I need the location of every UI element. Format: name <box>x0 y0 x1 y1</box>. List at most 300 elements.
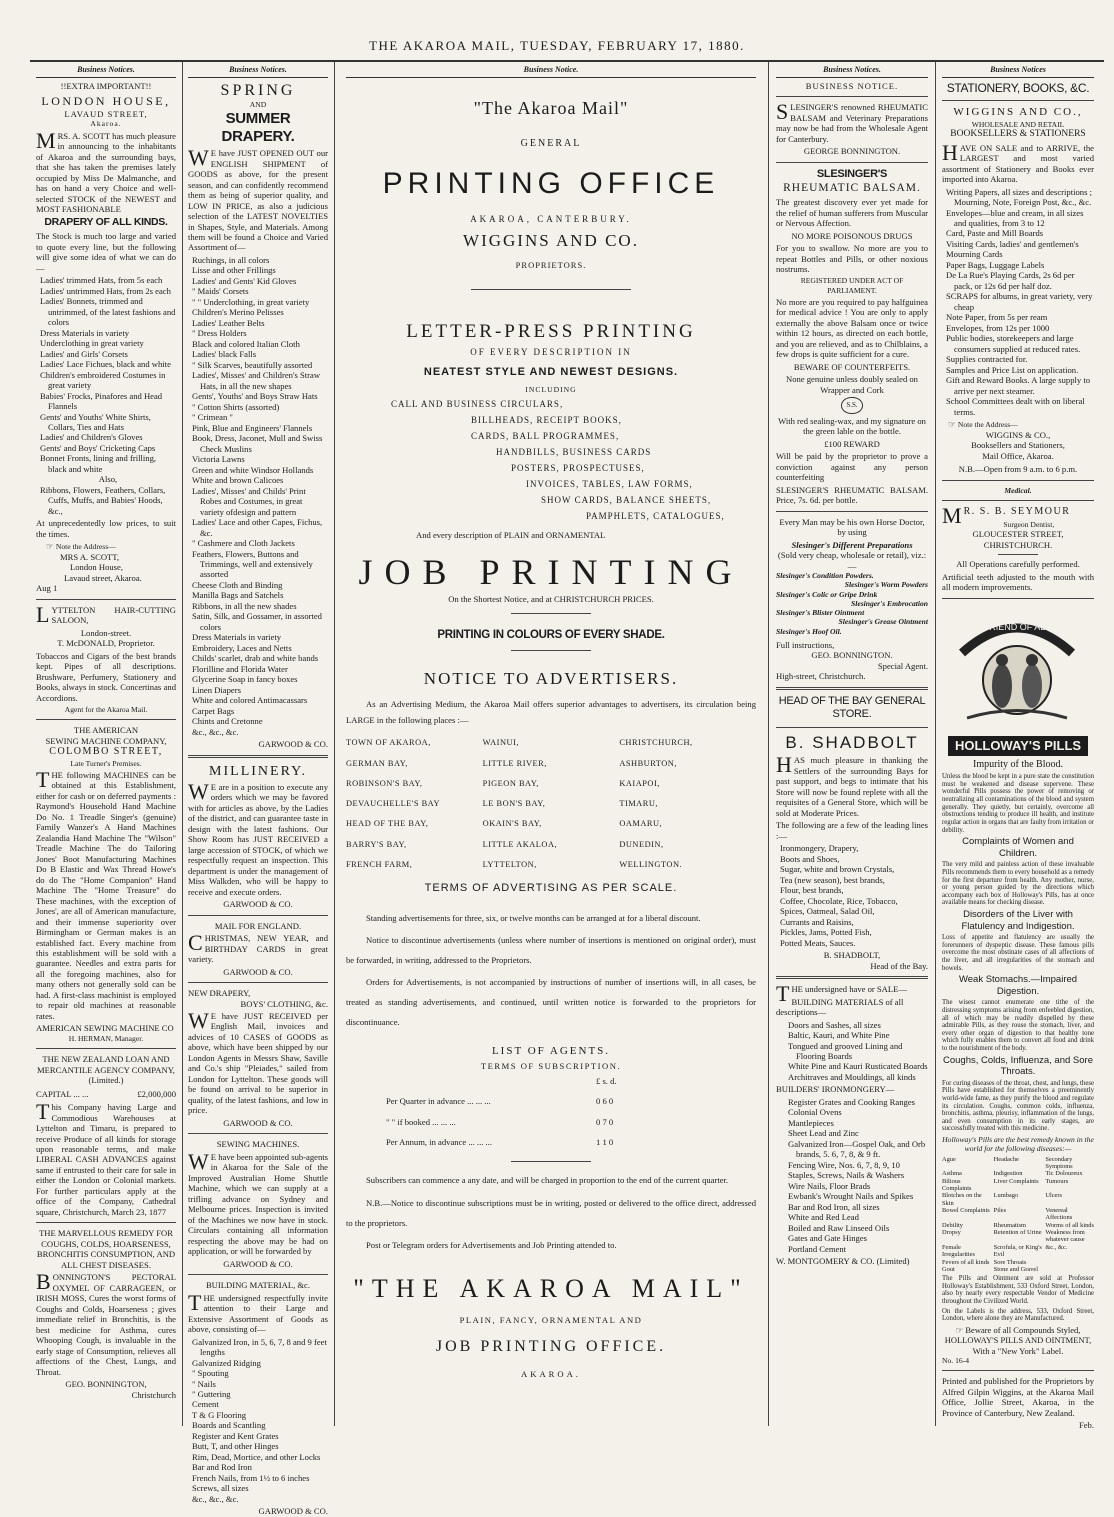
disease: Liver Complaints <box>993 1177 1039 1185</box>
town: WAINUI, <box>482 738 519 748</box>
list-item: Ruchings, in all colors <box>192 254 270 265</box>
list-item: " Dress Holders <box>192 328 247 339</box>
list-item: Pickles, Jams, Potted Fish, <box>780 927 872 938</box>
disease: Venereal Affections <box>1045 1207 1073 1222</box>
preparation: Slesinger's Condition Powders. <box>776 571 874 581</box>
list-item: Currants and Raisins, <box>780 916 854 927</box>
drop-cap: M <box>36 127 56 153</box>
disease: Bowel Complaints <box>942 1207 990 1215</box>
surgeon-dentist: Surgeon Dentist, <box>1003 520 1055 530</box>
every-description: OF EVERY DESCRIPTION IN <box>470 346 632 357</box>
plain-ornamental: And every description of PLAIN and ORNAMENTAL <box>416 530 606 541</box>
prices-line: At unprecedentedly low prices, to suit the times. <box>36 518 176 539</box>
shadbolt-text: AS much pleasure in thanking the Settlers of the surrounding Bays for past support, and begs to intimate that his Store will now be found replete with all the requisites of a General Store, which will be sold at Moderate Prices. <box>776 755 928 818</box>
bonnington-city: Christchurch <box>131 1389 176 1400</box>
divider <box>776 511 928 512</box>
new-drapery-text: E have JUST RECEIVED per English Mail, invoices and advices of 10 CASES of GOODS as above, which have been shipped by our London Agents in Messrs Shaw, Saville and Co.'s ship "Pleiades," sailed from London for Lyttelton. These goods will be found on arrival to be superior in quality, of the latest fashions, and low in price. <box>188 1011 328 1116</box>
list-item: Paper Bags, Luggage Labels <box>946 259 1045 270</box>
including-label: INCLUDING <box>525 385 577 395</box>
disease: Tic Doloureux <box>1045 1170 1083 1178</box>
list-item: Ladies' and Girls' Corsets <box>40 348 128 359</box>
list-item: Public bodies, storekeepers and large consumers supplied at reduced rates. <box>946 333 1081 354</box>
preparation: Slesinger's Colic or Gripe Drink <box>776 589 878 599</box>
best-remedy: Holloway's Pills are the best remedy known in the world for the following diseases:— <box>942 1135 1094 1154</box>
disease: Rheumatism <box>993 1221 1026 1229</box>
head-of-bay: Head of the Bay. <box>870 960 928 971</box>
shadbolt-heading: B. SHADBOLT <box>785 732 919 752</box>
list-item: Baltic, Kauri, and White Pine <box>788 1030 890 1041</box>
column-2 <box>184 64 332 1517</box>
american-text: HE following MACHINES can be obtained at this Establishment, either for cash or on deferred payments : Raymond's Household Hand Machine Do No. 1 Treadle Singer's (genuine) Family Wanzer's A Hand Machines Zealandia Hand Machine The "Wilson" Treadle Machine The do Tailoring Jones' Boot Manufacturing Machines Do B Elastic and Wax Thread Howe's do do The "Home Companion" Hand Machine The "Home Treasure" do These machines, with the exception of Jones', are all of American manufacture, and their immense superiority over Birmingham or German makes is an established fact. Every machine from this establishment will be sold with a guarantee. Needles and extra parts for all the foregoing machines, also for many others not generally sold can be had. A first-class machinist is employed to repair old machines at reasonable rates. <box>36 769 176 1021</box>
seymour-name: R. S. B. SEYMOUR <box>963 505 1071 517</box>
pointing-hand-icon: ☞ <box>46 541 56 552</box>
drop-cap: T <box>36 1099 50 1125</box>
list-item: " Maids' Corsets <box>192 286 249 297</box>
list-item: Florilline and Florida Water <box>192 663 288 674</box>
list-item: Underclothing in great variety <box>40 338 144 349</box>
list-item: Gents' and Boys' Cricketing Caps <box>40 442 156 453</box>
drop-cap: W <box>188 145 209 171</box>
boys-clothing: BOYS' CLOTHING, &c. <box>240 998 328 1009</box>
lyttelton-body: Tobaccos and Cigars of the best brands kept. Pipes of all descriptions. Brushware, Perfumery, Stationery and Books, always in stock. Concertinas and Accordions. <box>36 650 176 703</box>
pointing-hand-icon: ☞ <box>948 419 958 430</box>
divider <box>776 162 928 163</box>
american-signature: AMERICAN SEWING MACHINE CO <box>36 1023 174 1034</box>
weak-heading: Weak Stomachs.—Impaired Digestion. <box>958 974 1078 997</box>
disease: Fevers of all kinds <box>942 1258 990 1266</box>
nz-title: THE NEW ZEALAND LOAN AND MERCANTILE AGENCY COMPANY, <box>37 1054 175 1075</box>
list-item: " Nails <box>192 1378 216 1389</box>
list-item: School Committees dealt with on liberal terms. <box>946 396 1085 417</box>
coughs-body: For curing diseases of the throat, chest, and lungs, these Pills have established for themselves a preeminently world-wide fame, as they purify the blood and regulate its circulation. Coughs, common colds, influenza, bronchitis, asthma, pleurisy, inflammation of the lungs, and even consumption in its early stages, are successfully treated with this medicine. <box>942 1079 1094 1133</box>
medical-heading: Medical. <box>1004 485 1032 495</box>
bonnington-sig: GEO. BONNINGTON, <box>65 1379 147 1390</box>
full-instructions: Full instructions, <box>776 639 835 650</box>
list-item: Ribbons, in all the new shades <box>192 600 297 611</box>
list-item: Dress Materials in variety <box>192 632 282 643</box>
column-3 <box>336 64 766 1424</box>
list-item: Doors and Sashes, all sizes <box>788 1019 881 1030</box>
greatest-discovery: The greatest discovery ever yet made for the relief of human sufferers from Muscular or Nervous Affection. <box>776 197 928 229</box>
remedy-title: THE MARVELLOUS REMEDY FOR COUGHS, COLDS, HOARSENESS, BRONCHITIS CONSUMPTION, AND ALL CHEST DISEASES. <box>36 1228 176 1270</box>
subs-value: 1 1 0 <box>596 1137 614 1147</box>
service-item: BILLHEADS, RECEIPT BOOKS, <box>471 415 622 426</box>
drop-cap: C <box>188 930 203 956</box>
swallow-body: For you to swallow. No more are you to repeat Bottles and Pills, or other noxious nostrums. <box>776 243 928 274</box>
teeth-line: Artificial teeth adjusted to the mouth with all modern improvements. <box>942 571 1094 593</box>
list-item: Register and Kent Grates <box>192 1430 279 1441</box>
list-item: Manilla Bags and Satchels <box>192 590 284 601</box>
montgomery-sig: W. MONTGOMERY & CO. (Limited) <box>776 1256 910 1267</box>
list-item: Childs' scarlet, drab and white bands <box>192 653 319 664</box>
list-item: Lisse and other Frillings <box>192 265 276 276</box>
ironmongery-items <box>784 1097 928 1254</box>
notice-advertisers-heading: NOTICE TO ADVERTISERS. <box>423 668 679 688</box>
town: OAMARU, <box>619 819 663 829</box>
list-item: Ladies' Lace Fichues, black and white <box>40 359 171 370</box>
divider <box>942 598 1094 599</box>
list-item: " " Underclothing, in great variety <box>192 296 310 307</box>
liver-heading: Disorders of the Liver with Flatulency and Indigestion. <box>961 908 1075 932</box>
town: HEAD OF THE BAY, <box>346 819 429 829</box>
list-item: Ironmongery, Drapery, <box>780 843 859 854</box>
list-item: Bonnet Fronts, lining and frilling, black and white <box>40 453 157 474</box>
building-body <box>188 1289 328 1335</box>
divider <box>511 1161 591 1162</box>
disease: Ulcers <box>1045 1192 1063 1200</box>
drop-cap: M <box>942 502 962 528</box>
list-item: Coffee, Chocolate, Rice, Tobacco, <box>780 895 898 906</box>
town: LITTLE AKALOA, <box>482 839 558 849</box>
list-item: Ladies' black Falls <box>192 349 257 360</box>
labels-address: On the Labels is the address, 533, Oxford Street, London, where alone they are Manufactured. <box>942 1307 1094 1323</box>
list-item: Ladies', Misses' and Childs' Print Robes and Costumes, in great variety ofdesign and pattern <box>192 485 306 517</box>
sewing-text: E have been appointed sub-agents in Akaroa for the Sale of the Improved Australian Home Shuttle Machine, which we can supply at a trifling advance on Sydney and Melbourne prices. Inspection is invited of the Machines we now have in stock. Circulars containing all information respecting the above may be had on application, or will be forwarded by <box>188 1151 328 1257</box>
divider <box>776 96 928 97</box>
have-text: AVE ON SALE and to ARRIVE, the LARGEST and most varied assortment of Stationery and Books ever imported into Akaroa. <box>942 142 1094 185</box>
preparation: Slesinger's Blister Ointment <box>776 608 865 618</box>
sold-cheap: (Sold very cheap, wholesale or retail), viz.:— <box>777 550 927 571</box>
bonnington-body <box>36 1269 176 1377</box>
list-item: French Nails, from 1½ to 6 inches <box>192 1472 310 1483</box>
service-item: SHOW CARDS, BALANCE SHEETS, <box>541 495 712 506</box>
terms-subscription: TERMS OF SUBSCRIPTION. <box>480 1061 622 1072</box>
wiggins-heading: WIGGINS AND CO. <box>463 231 639 251</box>
millinery-body <box>188 778 328 897</box>
list-item: Linen Diapers <box>192 684 241 695</box>
list-item: &c., &c., &c. <box>192 726 239 737</box>
preparation: Slesinger's Grease Ointment <box>838 617 928 627</box>
drop-cap: L <box>36 601 50 627</box>
drop-cap: W <box>188 1008 209 1033</box>
divider <box>36 1222 176 1223</box>
divider <box>942 100 1094 101</box>
list-item: " Spouting <box>192 1368 229 1379</box>
list-item: Green and white Windsor Hollands <box>192 464 314 475</box>
general-label: GENERAL <box>520 137 582 149</box>
special-agent: Special Agent. <box>877 660 928 671</box>
capital-value: £2,000,000 <box>137 1088 176 1099</box>
list-item: " Silk Scarves, beautifully assorted <box>192 359 313 370</box>
list-item: Chints and Cretonne <box>192 716 263 727</box>
booksellers-heading: BOOKSELLERS & STATIONERS <box>950 129 1086 140</box>
divider <box>188 755 328 758</box>
disease: Secondary Symptoms <box>1045 1155 1073 1170</box>
column-heading: Business Notice. <box>346 64 756 78</box>
list-item: Also, <box>98 474 118 485</box>
list-item: Feathers, Flowers, Buttons and Trimmings, well and extensively assorted <box>192 548 313 580</box>
subs-label: Per Annum, in advance ... ... ... <box>386 1137 492 1147</box>
list-item: Supplies contracted for. <box>946 354 1028 365</box>
divider <box>36 1048 176 1049</box>
disease: Debility <box>942 1221 963 1229</box>
list-item: Cement <box>192 1399 219 1410</box>
advertising-intro: As an Advertising Medium, the Akaroa Mail offers superior advantages to advertisers, its circulation being LARGE in the following places :— <box>346 698 756 726</box>
list-of-agents: LIST OF AGENTS. <box>491 1044 611 1057</box>
column-heading: Business Notices. <box>188 64 328 78</box>
orders-ads: Orders for Advertisements, is not accompanied by instructions of number of insertions will, in all cases, be treated as standing advertisements, and continued, until written notice is forwarded to the proprietors for discontinuance. <box>346 977 756 1028</box>
town: KAIAPOI, <box>619 778 660 788</box>
akaroa-mail-bottom: "THE AKAROA MAIL" <box>353 1274 749 1304</box>
disease <box>1045 1259 1094 1266</box>
holloway-emblem-icon <box>942 608 1092 728</box>
drop-cap: B <box>36 1269 51 1295</box>
beware-compounds <box>942 1325 1094 1335</box>
summer-drapery-heading: SUMMER DRAPERY. <box>221 109 295 145</box>
list-item: Children's embroidered Costumes in great variety <box>40 369 166 391</box>
sewing-body <box>188 1148 328 1257</box>
disease: Piles <box>993 1207 1007 1215</box>
beware-compounds-text: Beware of all Compounds Styled, <box>965 1324 1081 1335</box>
american-title-2: SEWING MACHINE COMPANY, <box>45 735 167 746</box>
note-label: Note the Address— <box>55 542 116 552</box>
list-item: Satin, Silk, and Gossamer, in assorted colors <box>192 611 322 632</box>
high-street: High-street, Christchurch. <box>776 671 866 682</box>
garwood-sig: GARWOOD & CO. <box>223 1117 293 1128</box>
disease: Asthma <box>942 1170 962 1178</box>
service-item: HANDBILLS, BUSINESS CARDS <box>496 447 652 458</box>
list-item: SCRAPS for albums, in great variety, very cheap <box>946 291 1093 312</box>
column-heading: Business Notices <box>942 64 1094 78</box>
xmas-body <box>188 930 328 965</box>
wiggins-address: WIGGINS & CO., <box>985 429 1051 440</box>
drop-cap: S <box>776 99 789 125</box>
spring-heading: SPRING <box>220 81 296 99</box>
list-item: Samples and Price List on application. <box>946 364 1079 375</box>
scott-address-1: MRS A. SCOTT, <box>60 551 120 562</box>
preparation: Slesinger's Hoof Oil. <box>776 626 842 636</box>
wiggins-title: WIGGINS AND CO., <box>953 106 1083 119</box>
building-materials: BUILDING MATERIALS of all descriptions— <box>776 996 904 1018</box>
liver-body: Loss of appetite and flatulency are usually the forerunners of dyspeptic disease. These famous pills overcome the most obstinate cases of all affections of the liver, and all irregularities of the stomach and bowels. <box>942 934 1094 972</box>
scott-items <box>36 275 176 516</box>
reward-heading: £100 REWARD <box>824 438 880 449</box>
list-item: Book, Dress, Jaconet, Mull and Swiss Check Muslins <box>192 433 323 454</box>
town: GERMAN BAY, <box>346 758 408 768</box>
list-item: Mantlepieces <box>788 1117 834 1128</box>
commence-line: Subscribers can commence a any date, and will be charged in proportion to the end of the current quarter. <box>366 1175 729 1186</box>
masthead-rule <box>30 60 1104 62</box>
building-heading: BUILDING MATERIAL, &c. <box>205 1280 311 1291</box>
disease: Sore Throats <box>993 1258 1027 1266</box>
divider <box>998 554 1038 555</box>
subs-columns: £ s. d. <box>596 1075 617 1086</box>
list-item: Gates and Gate Hinges <box>788 1233 867 1244</box>
scott-address-3: Lavaud street, Akaroa. <box>64 572 142 583</box>
disease: Ague <box>942 1155 956 1163</box>
list-item: " Cotton Shirts (assorted) <box>192 401 280 412</box>
business-notice: BUSINESS NOTICE. <box>805 80 899 91</box>
job-printing-heading: JOB PRINTING <box>358 551 744 592</box>
bonnington-text: ONNINGTON'S PECTORAL OXYMEL OF CARRAGEEN, or IRISH MOSS, Cures the worst forms of Coughs and Colds, Hoarseness ; gives immediate relief in Bronchitis, is the best medicine for Asthma, cures Whooping Cough, is invaluable in the early stage of Consumption, relieves all affections of the Chest, Lungs, and Throat. <box>36 1272 176 1377</box>
operations-line: All Operations carefully performed. <box>956 559 1080 570</box>
divider <box>471 289 631 290</box>
list-item: Screws, all sizes <box>192 1483 249 1494</box>
issue-number: No. 16-4 <box>942 1356 969 1366</box>
list-item: Boots and Shoes, <box>780 853 840 864</box>
shadbolt-body <box>776 752 928 818</box>
list-item: Potted Meats, Sauces. <box>780 937 856 948</box>
list-item: Ladies', Misses' and Children's Straw Hats, in all the new shapes <box>192 370 321 391</box>
extra-important: !!EXTRA IMPORTANT!! <box>60 80 152 91</box>
christchurch: CHRISTCHURCH. <box>983 539 1053 550</box>
subs-label: Per Quarter in advance ... ... ... <box>386 1096 491 1107</box>
list-item: Card, Paste and Mill Boards <box>946 228 1044 239</box>
plain-fancy: PLAIN, FANCY, ORNAMENTAL AND <box>459 1314 643 1325</box>
booksellers-address: Booksellers and Stationers, <box>971 440 1065 451</box>
list-item: Ladies' Leather Belts <box>192 317 265 328</box>
diseases-grid <box>942 1156 1094 1274</box>
disease: Gout <box>942 1265 955 1273</box>
list-item: Tea (new season), best brands, <box>780 874 885 885</box>
list-item: Ribbons, Flowers, Feathers, Collars, Cuffs, Muffs, and Babies' Hoods, &c., <box>40 484 166 516</box>
disease: Tumours <box>1045 1177 1069 1185</box>
akaroa-mail-title: "The Akaroa Mail" <box>473 97 629 118</box>
millinery-heading: MILLINERY. <box>209 763 307 779</box>
list-item: " Guttering <box>192 1388 231 1399</box>
list-item: Architraves and Mouldings, all kinds <box>788 1071 916 1082</box>
list-item: Cheese Cloth and Binding <box>192 579 283 590</box>
builders-ironmongery: BUILDERS' IRONMONGERY— <box>776 1084 895 1095</box>
town: TIMARU, <box>619 799 658 809</box>
capital-row <box>36 1089 176 1099</box>
date-aug: Aug 1 <box>36 583 58 594</box>
service-item: CALL AND BUSINESS CIRCULARS, <box>391 399 564 410</box>
divider <box>942 480 1094 481</box>
divider <box>188 915 328 916</box>
list-item: Spices, Oatmeal, Salad Oil, <box>780 906 875 917</box>
american-body <box>36 766 176 1022</box>
masthead: THE AKAROA MAIL, TUESDAY, FEBRUARY 17, 1880. <box>369 38 745 53</box>
column-5 <box>938 64 1098 1431</box>
list-item: Galvanized Iron—Gospel Oak, and Orb brands, 5. 6, 7, 8, & 9 ft. <box>788 1138 926 1160</box>
list-item: Mourning Cards <box>946 249 1003 260</box>
subscription-table <box>386 1076 716 1148</box>
divider <box>36 599 176 600</box>
town: TOWN OF AKAROA, <box>346 738 431 748</box>
letterpress-heading: LETTER-PRESS PRINTING <box>406 320 696 342</box>
capital-label: CAPITAL ... ... <box>36 1088 89 1099</box>
list-item: Gents', Youths' and Boys Straw Hats <box>192 391 318 402</box>
coughs-heading: Coughs, Colds, Influenza, and Sore Throats. <box>943 1054 1093 1078</box>
list-item: Rim, Dead, Mortice, and other Locks <box>192 1451 321 1462</box>
complaints-heading: Complaints of Women and Children. <box>962 836 1074 859</box>
list-item: Portland Cement <box>788 1243 846 1254</box>
terms-advertising: TERMS OF ADVERTISING AS PER SCALE. <box>424 882 678 895</box>
divider <box>776 727 928 728</box>
town: LE BON'S BAY, <box>482 799 546 809</box>
town: ASHBURTON, <box>619 758 677 768</box>
drop-cap: W <box>188 1148 209 1174</box>
building-items <box>784 1020 928 1083</box>
american-title-3: COLOMBO STREET, <box>49 746 163 758</box>
garwood-sig: GARWOOD & CO. <box>223 966 293 977</box>
divider <box>188 982 328 983</box>
akaroa-footer: AKAROA. <box>521 1368 581 1379</box>
spring-text: E have JUST OPENED OUT our ENGLISH SHIPMENT of GOODS as above, for the present season, and can confidently recommend them as being of superior quality, and LOW IN PRICE, as also a judicious selection of the LATEST NOVELTIES in Shapes, Style, and Materials. Among them will be found a Choice and Varied Assortment of— <box>188 148 328 253</box>
list-item: Envelopes—blue and cream, in all sizes and qualities, from 3 to 12 <box>946 207 1084 228</box>
disease: Female Irregularities <box>942 1243 976 1259</box>
town: ROBINSON'S BAY, <box>346 778 423 788</box>
list-item: Galvanized Iron, in 5, 6, 7, 8 and 9 feet lengths <box>192 1336 327 1358</box>
holloways-pills-banner: HOLLOWAY'S PILLS <box>948 736 1088 756</box>
herman: H. HERMAN, Manager. <box>68 1033 144 1043</box>
list-item: T & G Flooring <box>192 1409 247 1420</box>
impurity-heading: Impurity of the Blood. <box>973 759 1063 771</box>
list-item: Bar and Rod Iron <box>192 1462 252 1473</box>
town: BARRY'S BAY, <box>346 839 407 849</box>
list-item: Gift and Reward Books. A large supply to arrive per next steamer. <box>946 375 1091 396</box>
disease: Blotches on the Skin <box>942 1192 982 1207</box>
service-item: POSTERS, PROSPECTUSES, <box>511 463 645 474</box>
divider <box>511 613 591 614</box>
divider <box>511 650 591 651</box>
subs-label: " " if booked ... ... ... <box>386 1116 456 1127</box>
divider <box>776 687 928 690</box>
post-line: Post or Telegram orders for Advertisements and Job Printing attended to. <box>366 1240 617 1251</box>
seal-mark <box>776 397 928 414</box>
registered-body: No more are you required to pay halfguinea for medical advice ! You are only to apply externally the above Balsam once or twice within 12 hours, as directed on each bottle, and you are relieved, and as to Chilblains, a few drops is quite sufficient for a cure. <box>776 296 928 360</box>
drop-cap: W <box>188 778 209 804</box>
disease: Scrofula, or King's Evil <box>993 1243 1042 1259</box>
neatest-style: NEATEST STYLE AND NEWEST DESIGNS. <box>423 365 679 378</box>
drop-cap: T <box>188 1289 202 1315</box>
lyttelton-title <box>36 601 176 627</box>
printing-office-heading: PRINTING OFFICE <box>382 166 720 200</box>
column-divider <box>935 62 936 1426</box>
nz-body <box>36 1099 176 1217</box>
list-item: Flour, best brands, <box>780 885 844 896</box>
list-item: Fencing Wire, Nos. 6, 7, 8, 9, 10 <box>788 1159 900 1170</box>
service-item: PAMPHLETS, CATALOGUES, <box>586 511 725 522</box>
list-item: Sheet Lead and Zinc <box>788 1128 859 1139</box>
george-bonnington: GEORGE BONNINGTON. <box>803 146 901 157</box>
preparation: Slesinger's Worm Powders <box>844 580 928 590</box>
list-item: Babies' Frocks, Pinafores and Head Flannels <box>40 390 163 412</box>
list-item: Boards and Scantling <box>192 1420 266 1431</box>
list-item: Writing Papers, all sizes and descriptions ; Mourning, Note, Foreign Post, &c., &c. <box>946 186 1092 208</box>
list-item: Children's Merino Pelisses <box>192 307 284 318</box>
column-divider <box>182 62 183 1426</box>
town: DEVAUCHELLE'S BAY <box>346 799 440 809</box>
slesinger-price: SLESINGER'S RHEUMATIC BALSAM. Price, 7s. 6d. per bottle. <box>776 484 928 506</box>
mcdonald: T. McDONALD, Proprietor. <box>57 638 155 649</box>
drop-cap: T <box>776 981 790 1007</box>
geo-bonnington-2: GEO. BONNINGTON. <box>811 650 893 661</box>
scott-body: RS. A. SCOTT has much pleasure in announcing to the inhabitants of Akaroa and the surrounding bays, that she has taken the premises lately occupied by Miss De Malmanche, and has on hand a very Choice and well-selected STOCK of the NEWEST and MOST FASHIONABLE <box>36 130 176 214</box>
garwood-sig: GARWOOD & CO. <box>223 899 293 910</box>
list-item: Colonial Ovens <box>788 1107 842 1118</box>
proprietors-label: PROPRIETORS. <box>515 260 587 271</box>
american-title-1: THE AMERICAN <box>73 725 139 736</box>
town: FRENCH FARM, <box>346 859 413 869</box>
list-item: Note Paper, from 5s per ream <box>946 312 1048 323</box>
london-street: London-street. <box>80 627 132 638</box>
wholesale-retail: WHOLESALE AND RETAIL <box>971 119 1065 129</box>
list-item: Bar and Rod Iron, all sizes <box>788 1201 880 1212</box>
impurity-body: Unless the blood be kept in a pure state the constitution must be weakened and disease supervene. These wonderful Pills possess the power of removing or neutralizing all contaminations of the blood and system generally. They quietly, but certainly, overcome all obstructions tending to produce ill health, and institute regular action in organs that are faulty from irritation or debility. <box>942 773 1094 834</box>
subs-value: 0 7 0 <box>596 1116 614 1127</box>
nz-text: his Company having Large and Commodious Warehouses at Lyttelton and Timaru, is prepared to receive Produce of all kinds for storage upon reasonable terms, and make LIBERAL CASH ADVANCES against same if entrusted to their care for sale in either the London or Colonial markets. For further particulars apply at the office of the Company, Cathedral square, Christchurch, March 23, 1877 <box>36 1102 176 1217</box>
list-item: " Crimean " <box>192 412 233 423</box>
list-item: Ladies' and Children's Gloves <box>40 432 143 443</box>
disease: Headache <box>993 1155 1019 1163</box>
list-item: De La Rue's Playing Cards, 2s 6d per pack, or 12s 6d per half doz. <box>946 270 1075 291</box>
service-item: CARDS, BALL PROGRAMMES, <box>471 431 620 442</box>
xmas-text: HRISTMAS, NEW YEAR, and BIRTHDAY CARDS in great variety. <box>188 933 328 965</box>
list-item: Glycerine Soap in fancy boxes <box>192 674 298 685</box>
town: PIGEON BAY, <box>482 778 539 788</box>
